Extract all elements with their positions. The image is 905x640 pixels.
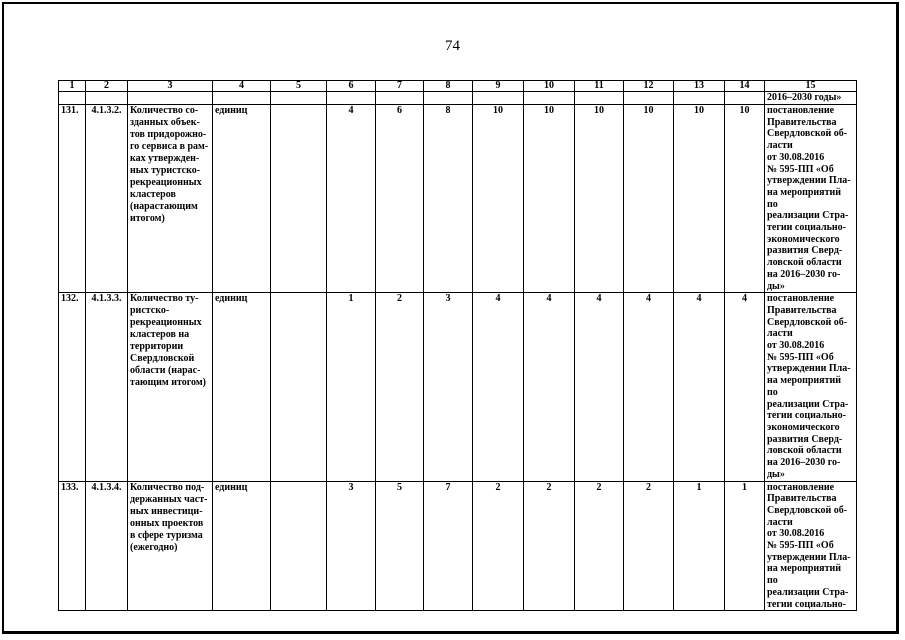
value-cell: 1 [725, 481, 765, 611]
header-cell: 9 [473, 81, 524, 92]
value-cell: 2 [473, 481, 524, 611]
value-cell: 4 [524, 293, 575, 481]
header-cell: 7 [376, 81, 424, 92]
row-code-cell: 4.1.3.2. [86, 105, 128, 293]
indicators-table [58, 80, 857, 611]
header-cell: 11 [575, 81, 624, 92]
value-cell: 3 [327, 481, 376, 611]
header-cell: 10 [524, 81, 575, 92]
header-cell: 5 [271, 81, 327, 92]
continuation-cell: 2016–2030 годы» [765, 92, 857, 105]
row-number-cell: 133. [59, 481, 86, 611]
header-cell: 13 [674, 81, 725, 92]
indicator-name-cell-text: Количество со- зданных объек- тов придорожно- го сервиса в рам- ках утвержден- ных туристско- рекреационных кластеров (нарастающим итогом) [130, 105, 209, 224]
source-cell-text: постановление Правительства Свердловской об- ласти от 30.08.2016 № 595-ПП «Об утверждении Пла- на мероприятий по реализации Стра- тегии социально- [767, 481, 851, 610]
header-cell: 1 [59, 81, 86, 92]
column-5-cell [271, 293, 327, 481]
table-header-row [59, 81, 857, 92]
value-cell: 2 [575, 481, 624, 611]
page-number: 74 [445, 38, 460, 54]
value-cell: 2 [624, 481, 674, 611]
value-cell: 10 [624, 105, 674, 293]
value-cell: 3 [424, 293, 473, 481]
value-cell: 8 [424, 105, 473, 293]
row-code-cell: 4.1.3.4. [86, 481, 128, 611]
column-5-cell [271, 481, 327, 611]
row-code-cell: 4.1.3.3. [86, 293, 128, 481]
unit-cell: единиц [213, 481, 271, 611]
value-cell: 2 [376, 293, 424, 481]
header-cell: 2 [86, 81, 128, 92]
value-cell: 10 [524, 105, 575, 293]
source-cell [765, 105, 857, 293]
source-cell-text: постановление Правительства Свердловской об- ласти от 30.08.2016 № 595-ПП «Об утверждении Пла- на мероприятий по реализации Стра- тегии социально- экономического развития Сверд- ловской области на 2016–2030 го- ды» [767, 293, 851, 480]
value-cell: 10 [725, 105, 765, 293]
value-cell: 6 [376, 105, 424, 293]
value-cell: 4 [327, 105, 376, 293]
header-cell: 12 [624, 81, 674, 92]
value-cell: 7 [424, 481, 473, 611]
continuation-row [59, 92, 857, 105]
row-number-cell: 131. [59, 105, 86, 293]
value-cell: 4 [624, 293, 674, 481]
table-row [59, 105, 857, 293]
indicator-name-cell-text: Количество ту- ристско- рекреационных кластеров на территории Свердловской области (нарас- тающим итогом) [130, 293, 206, 389]
table-row [59, 293, 857, 481]
header-cell: 8 [424, 81, 473, 92]
header-cell: 6 [327, 81, 376, 92]
value-cell: 4 [473, 293, 524, 481]
value-cell: 2 [524, 481, 575, 611]
header-cell: 14 [725, 81, 765, 92]
value-cell: 4 [674, 293, 725, 481]
unit-cell: единиц [213, 293, 271, 481]
indicator-name-cell-text: Количество под- держанных част- ных инвестици- онных проектов в сфере туризма (ежегодно) [130, 481, 208, 553]
header-cell: 15 [765, 81, 857, 92]
unit-cell: единиц [213, 105, 271, 293]
column-5-cell [271, 105, 327, 293]
value-cell: 1 [327, 293, 376, 481]
header-cell: 4 [213, 81, 271, 92]
table-row [59, 481, 857, 611]
value-cell: 5 [376, 481, 424, 611]
value-cell: 10 [674, 105, 725, 293]
source-cell [765, 293, 857, 481]
source-cell [765, 481, 857, 611]
indicator-name-cell [128, 105, 213, 293]
value-cell: 1 [674, 481, 725, 611]
indicator-name-cell [128, 481, 213, 611]
value-cell: 4 [725, 293, 765, 481]
source-cell-text: постановление Правительства Свердловской об- ласти от 30.08.2016 № 595-ПП «Об утверждении Пла- на мероприятий по реализации Стра- тегии социально- экономического развития Сверд- ловской области на 2016–2030 го- ды» [767, 105, 851, 292]
value-cell: 4 [575, 293, 624, 481]
row-number-cell: 132. [59, 293, 86, 481]
indicator-name-cell [128, 293, 213, 481]
value-cell: 10 [473, 105, 524, 293]
value-cell: 10 [575, 105, 624, 293]
header-cell: 3 [128, 81, 213, 92]
